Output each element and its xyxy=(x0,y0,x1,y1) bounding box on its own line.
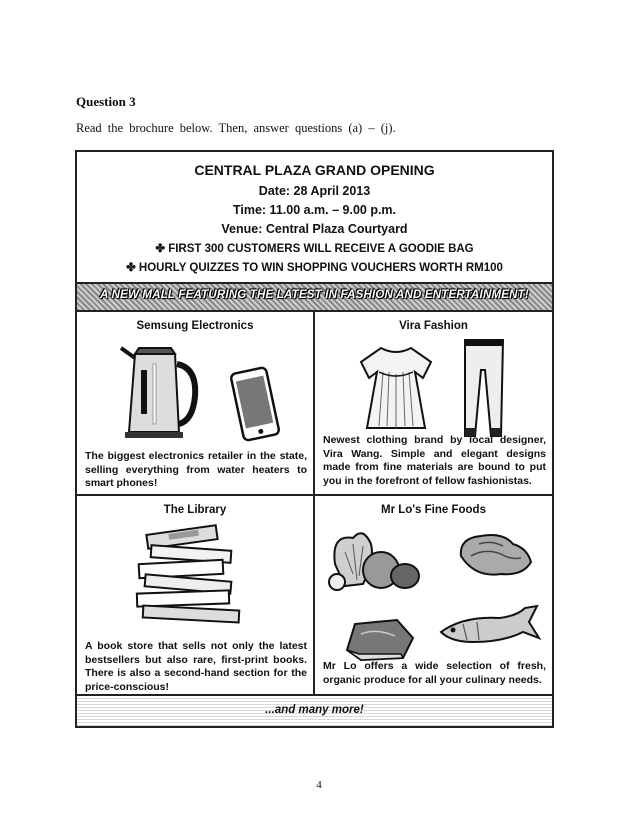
brochure xyxy=(75,150,554,728)
vegetables-icon xyxy=(323,524,423,596)
panel-description: Mr Lo offers a wide selection of fresh, organic produce for all your culinary needs. xyxy=(323,660,546,686)
question-instruction: Read the brochure below. Then, answer questions (a) – (j). xyxy=(76,121,396,135)
panel-title: Semsung Electronics xyxy=(136,320,254,332)
meat-icon xyxy=(341,614,419,664)
panel-semsung-electronics xyxy=(77,312,315,496)
bullet-hourly-quizzes: ✤ HOURLY QUIZZES TO WIN SHOPPING VOUCHERS WORTH RM100 xyxy=(126,262,503,274)
panel-title: The Library xyxy=(163,504,227,516)
page-number: 4 xyxy=(316,779,322,791)
brochure-banner xyxy=(77,282,552,312)
kettle-icon xyxy=(117,340,201,442)
panel-title: Mr Lo's Fine Foods xyxy=(381,504,486,516)
panel-the-library xyxy=(77,496,315,694)
panel-vira-fashion xyxy=(315,312,552,496)
fish-icon xyxy=(433,602,543,650)
bullet-goodie-bag: ✤ FIRST 300 CUSTOMERS WILL RECEIVE A GOODIE BAG xyxy=(155,243,474,255)
brochure-footer xyxy=(77,694,552,726)
panel-title: Vira Fashion xyxy=(399,320,468,332)
dress-icon xyxy=(353,342,439,434)
panel-description: A book store that sells not only the latest bestsellers but also rare, first-print books. There is also a second-hand section for the price-conscious! xyxy=(85,640,307,693)
event-date: Date: 28 April 2013 xyxy=(258,184,371,198)
brochure-header xyxy=(77,152,552,280)
trousers-icon xyxy=(461,336,507,440)
panel-mr-los-fine-foods xyxy=(315,496,552,694)
smartphone-icon xyxy=(229,366,281,442)
chicken-icon xyxy=(451,526,537,582)
banner-text: A NEW MALL FEATURING THE LATEST IN FASHION AND ENTERTAINMENT! xyxy=(100,289,529,301)
event-venue: Venue: Central Plaza Courtyard xyxy=(221,222,408,236)
event-time: Time: 11.00 a.m. – 9.00 p.m. xyxy=(232,203,397,217)
footer-text: ...and many more! xyxy=(265,704,364,716)
panel-description: The biggest electronics retailer in the state, selling everything from water heaters to smart phones! xyxy=(85,450,307,489)
panel-description: Newest clothing brand by local designer, Vira Wang. Simple and elegant designs made from fine materials are bound to put you in the forefront of fellow fashionistas. xyxy=(323,434,546,487)
book-stack-icon xyxy=(129,522,249,626)
question-title: Question 3 xyxy=(76,94,136,109)
brochure-title: CENTRAL PLAZA GRAND OPENING xyxy=(194,162,435,178)
